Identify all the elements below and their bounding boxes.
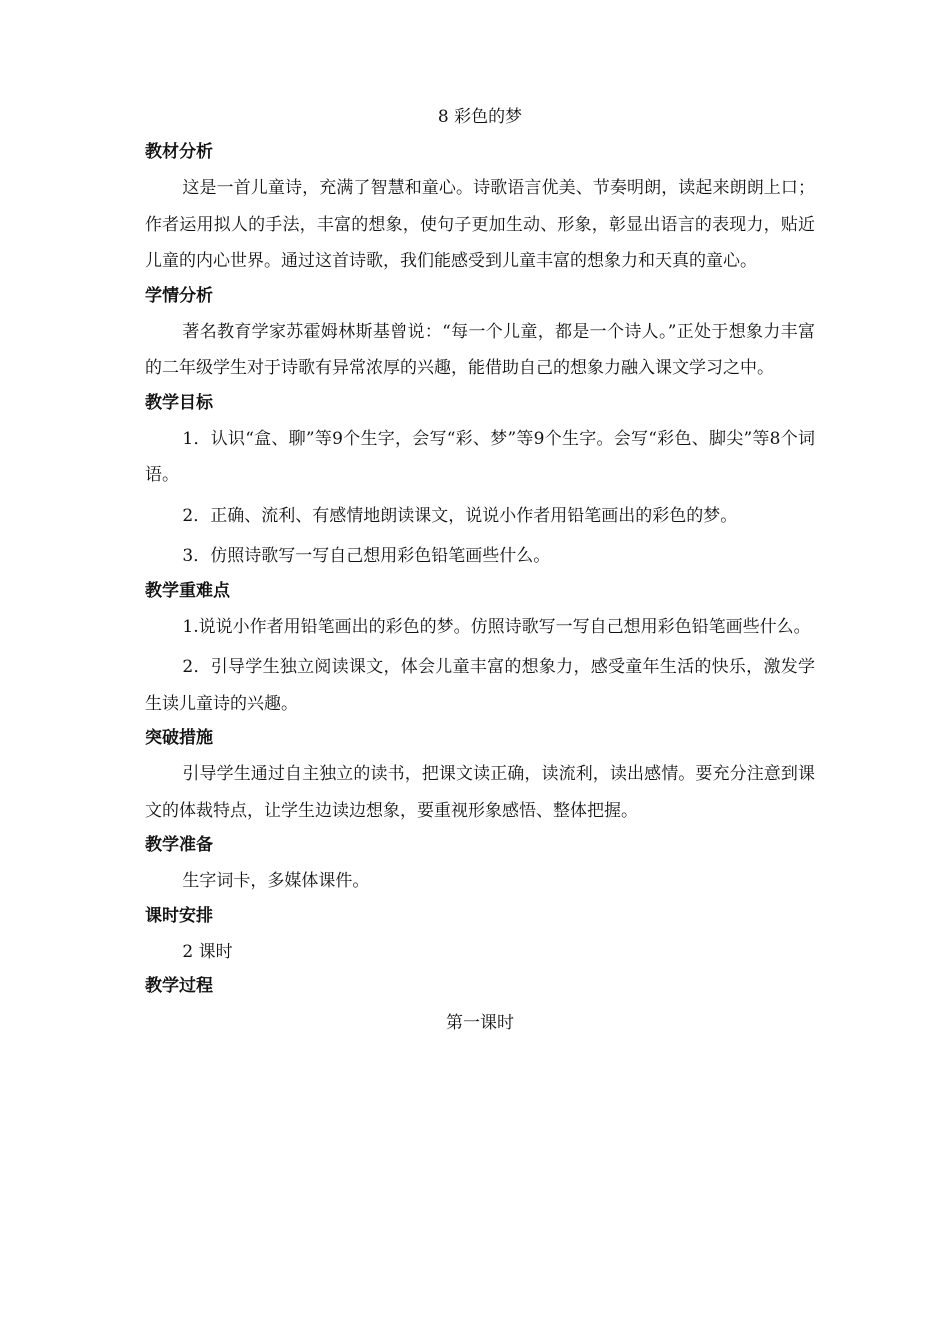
section-heading: 教材分析 [145,142,213,162]
section-breakthrough-measures [145,726,815,829]
document-page [145,102,815,1038]
paragraph: 2．引导学生独立阅读课文，体会儿童丰富的想象力，感受童年生活的快乐，激发学生读儿童诗的兴趣。 [145,657,815,714]
section-key-difficulties [145,579,815,723]
section-heading: 学情分析 [145,285,213,306]
section-heading: 教学目标 [145,392,213,413]
paragraph: 1．认识“盒、聊”等9个生字，会写“彩、梦”等9个生字。会写“彩色、脚尖”等8个词语。 [145,428,815,485]
section-class-schedule [145,904,815,971]
lesson-subtitle: 第一课时 [446,1013,514,1033]
section-heading: 教学准备 [145,835,213,855]
paragraph: 2 课时 [182,941,233,962]
section-heading: 课时安排 [145,905,213,926]
section-heading: 教学过程 [145,976,213,996]
paragraph: 1.说说小作者用铅笔画出的彩色的梦。仿照诗歌写一写自己想用彩色铅笔画些什么。 [182,616,811,637]
paragraph: 著名教育学家苏霍姆林斯基曾说：“每一个儿童，都是一个诗人。”正处于想象力丰富的二年级学生对于诗歌有异常浓厚的兴趣，能借助自己的想象力融入课文学习之中。 [145,321,815,378]
document-title: 8 彩色的梦 [437,107,523,127]
section-teaching-preparation [145,833,815,900]
section-heading: 教学重难点 [145,580,230,601]
section-teaching-goals [145,391,815,575]
section-textbook-analysis [145,140,815,280]
section-teaching-process [145,974,815,998]
paragraph: 这是一首儿童诗，充满了智慧和童心。诗歌语言优美、节奏明朗，读起来朗朗上口；作者运用拟人的手法，丰富的想象，使句子更加生动、形象，彰显出语言的表现力，贴近儿童的内心世界。通过这首诗歌，我们能感受到儿童丰富的想象力和天真的童心。 [145,178,815,271]
paragraph: 2．正确、流利、有感情地朗读课文，说说小作者用铅笔画出的彩色的梦。 [182,505,738,526]
section-heading: 突破措施 [145,728,213,748]
paragraph: 引导学生通过自主独立的读书，把课文读正确，读流利，读出感情。要充分注意到课文的体裁特点，让学生边读边想象，要重视形象感悟、整体把握。 [145,764,815,821]
paragraph: 3．仿照诗歌写一写自己想用彩色铅笔画些什么。 [182,546,551,566]
paragraph: 生字词卡，多媒体课件。 [182,871,370,891]
section-student-analysis [145,284,815,387]
